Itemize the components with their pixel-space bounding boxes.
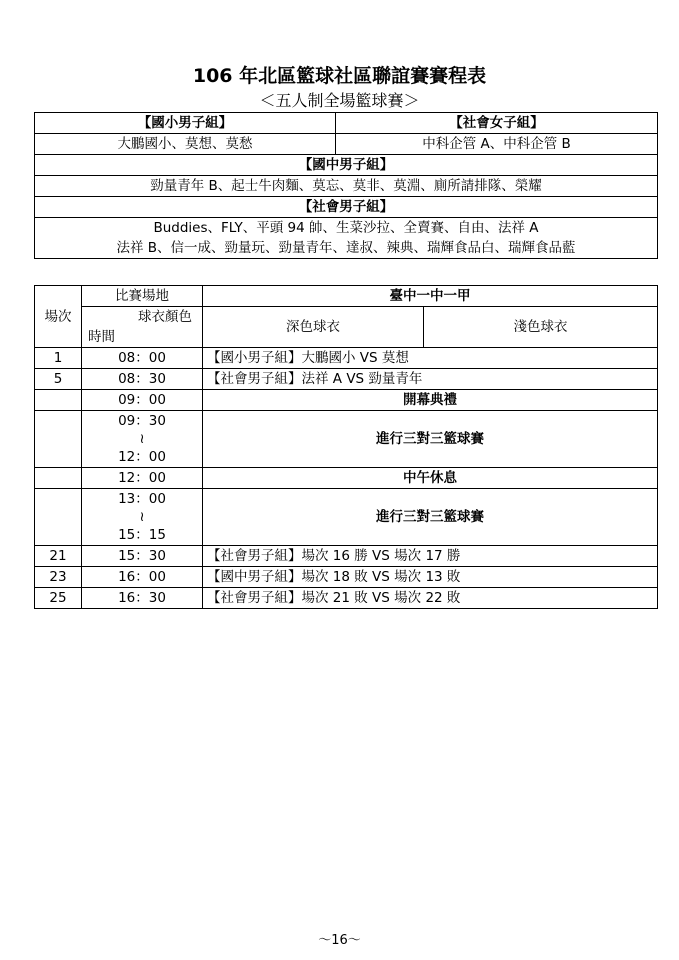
event-label: 進行三對三籃球賽 <box>203 489 658 546</box>
venue-label: 比賽場地 <box>82 286 203 307</box>
jersey-time-header <box>82 307 203 348</box>
light-jersey-header: 淺色球衣 <box>424 307 658 348</box>
game-time: 08：30 <box>82 369 203 390</box>
teams-row <box>35 218 658 239</box>
schedule-row <box>35 546 658 567</box>
game-number: 1 <box>35 348 82 369</box>
time-separator: ≀ <box>139 431 145 447</box>
game-number: 23 <box>35 567 82 588</box>
junior-boys-teams: 勁量青年 B、起士牛肉麵、莫忘、莫非、莫淵、廁所請排隊、榮耀 <box>35 176 658 197</box>
game-time: 16：00 <box>82 567 203 588</box>
teams-row <box>35 176 658 197</box>
game-number: 5 <box>35 369 82 390</box>
schedule-header-row <box>35 286 658 307</box>
event-label: 中午休息 <box>203 468 658 489</box>
time-separator: ≀ <box>139 509 145 525</box>
teams-header-row <box>35 155 658 176</box>
game-number <box>35 411 82 468</box>
game-time: 09：00 <box>82 390 203 411</box>
game-number <box>35 468 82 489</box>
game-time-range <box>82 411 203 468</box>
game-time: 16：30 <box>82 588 203 609</box>
page-subtitle: ＜五人制全場籃球賽＞ <box>259 91 420 110</box>
game-time: 08：00 <box>82 348 203 369</box>
game-time: 15：30 <box>82 546 203 567</box>
dark-jersey-header: 深色球衣 <box>203 307 424 348</box>
page-number: ～16～ <box>318 933 361 948</box>
game-time-range <box>82 489 203 546</box>
schedule-row <box>35 390 658 411</box>
schedule-row <box>35 588 658 609</box>
men-teams-line1: Buddies、FLY、平頭 94 帥、生菜沙拉、全賣賽、自由、法祥 A <box>35 218 658 239</box>
game-time: 12：00 <box>82 468 203 489</box>
time-end: 15：15 <box>118 527 166 543</box>
event-label: 進行三對三籃球賽 <box>203 411 658 468</box>
men-teams-line2: 法祥 B、信一成、勁量玩、勁量青年、達叔、辣典、瑞輝食品白、瑞輝食品藍 <box>35 238 658 259</box>
time-start: 13：00 <box>118 491 166 507</box>
event-label: 開幕典禮 <box>203 390 658 411</box>
women-teams: 中科企管 A、中科企管 B <box>336 134 658 155</box>
teams-row <box>35 134 658 155</box>
page-title: 106 年北區籃球社區聯誼賽賽程表 <box>192 65 487 87</box>
schedule-table <box>34 285 658 609</box>
time-end: 12：00 <box>118 449 166 465</box>
game-number <box>35 390 82 411</box>
game-number: 21 <box>35 546 82 567</box>
teams-header-row <box>35 197 658 218</box>
schedule-row <box>35 369 658 390</box>
teams-table <box>34 112 658 259</box>
schedule-row <box>35 567 658 588</box>
women-header: 【社會女子組】 <box>336 113 658 134</box>
game-number <box>35 489 82 546</box>
men-header: 【社會男子組】 <box>35 197 658 218</box>
schedule-header-row <box>35 307 658 348</box>
matchup: 【社會男子組】場次 16 勝 VS 場次 17 勝 <box>203 546 658 567</box>
game-number: 25 <box>35 588 82 609</box>
matchup: 【社會男子組】場次 21 敗 VS 場次 22 敗 <box>203 588 658 609</box>
matchup: 【國小男子組】大鵬國小 VS 莫想 <box>203 348 658 369</box>
game-col-header: 場次 <box>35 286 82 348</box>
matchup: 【社會男子組】法祥 A VS 勁量青年 <box>203 369 658 390</box>
junior-boys-header: 【國中男子組】 <box>35 155 658 176</box>
schedule-row <box>35 489 658 546</box>
elem-boys-teams: 大鵬國小、莫想、莫愁 <box>35 134 336 155</box>
schedule-row <box>35 411 658 468</box>
time-label: 時間 <box>88 329 115 345</box>
teams-header-row <box>35 113 658 134</box>
elem-boys-header: 【國小男子組】 <box>35 113 336 134</box>
matchup: 【國中男子組】場次 18 敗 VS 場次 13 敗 <box>203 567 658 588</box>
teams-row <box>35 238 658 259</box>
time-start: 09：30 <box>118 413 166 429</box>
schedule-row <box>35 348 658 369</box>
schedule-row <box>35 468 658 489</box>
venue-name: 臺中一中一甲 <box>203 286 658 307</box>
jersey-color-label: 球衣顏色 <box>138 309 192 325</box>
